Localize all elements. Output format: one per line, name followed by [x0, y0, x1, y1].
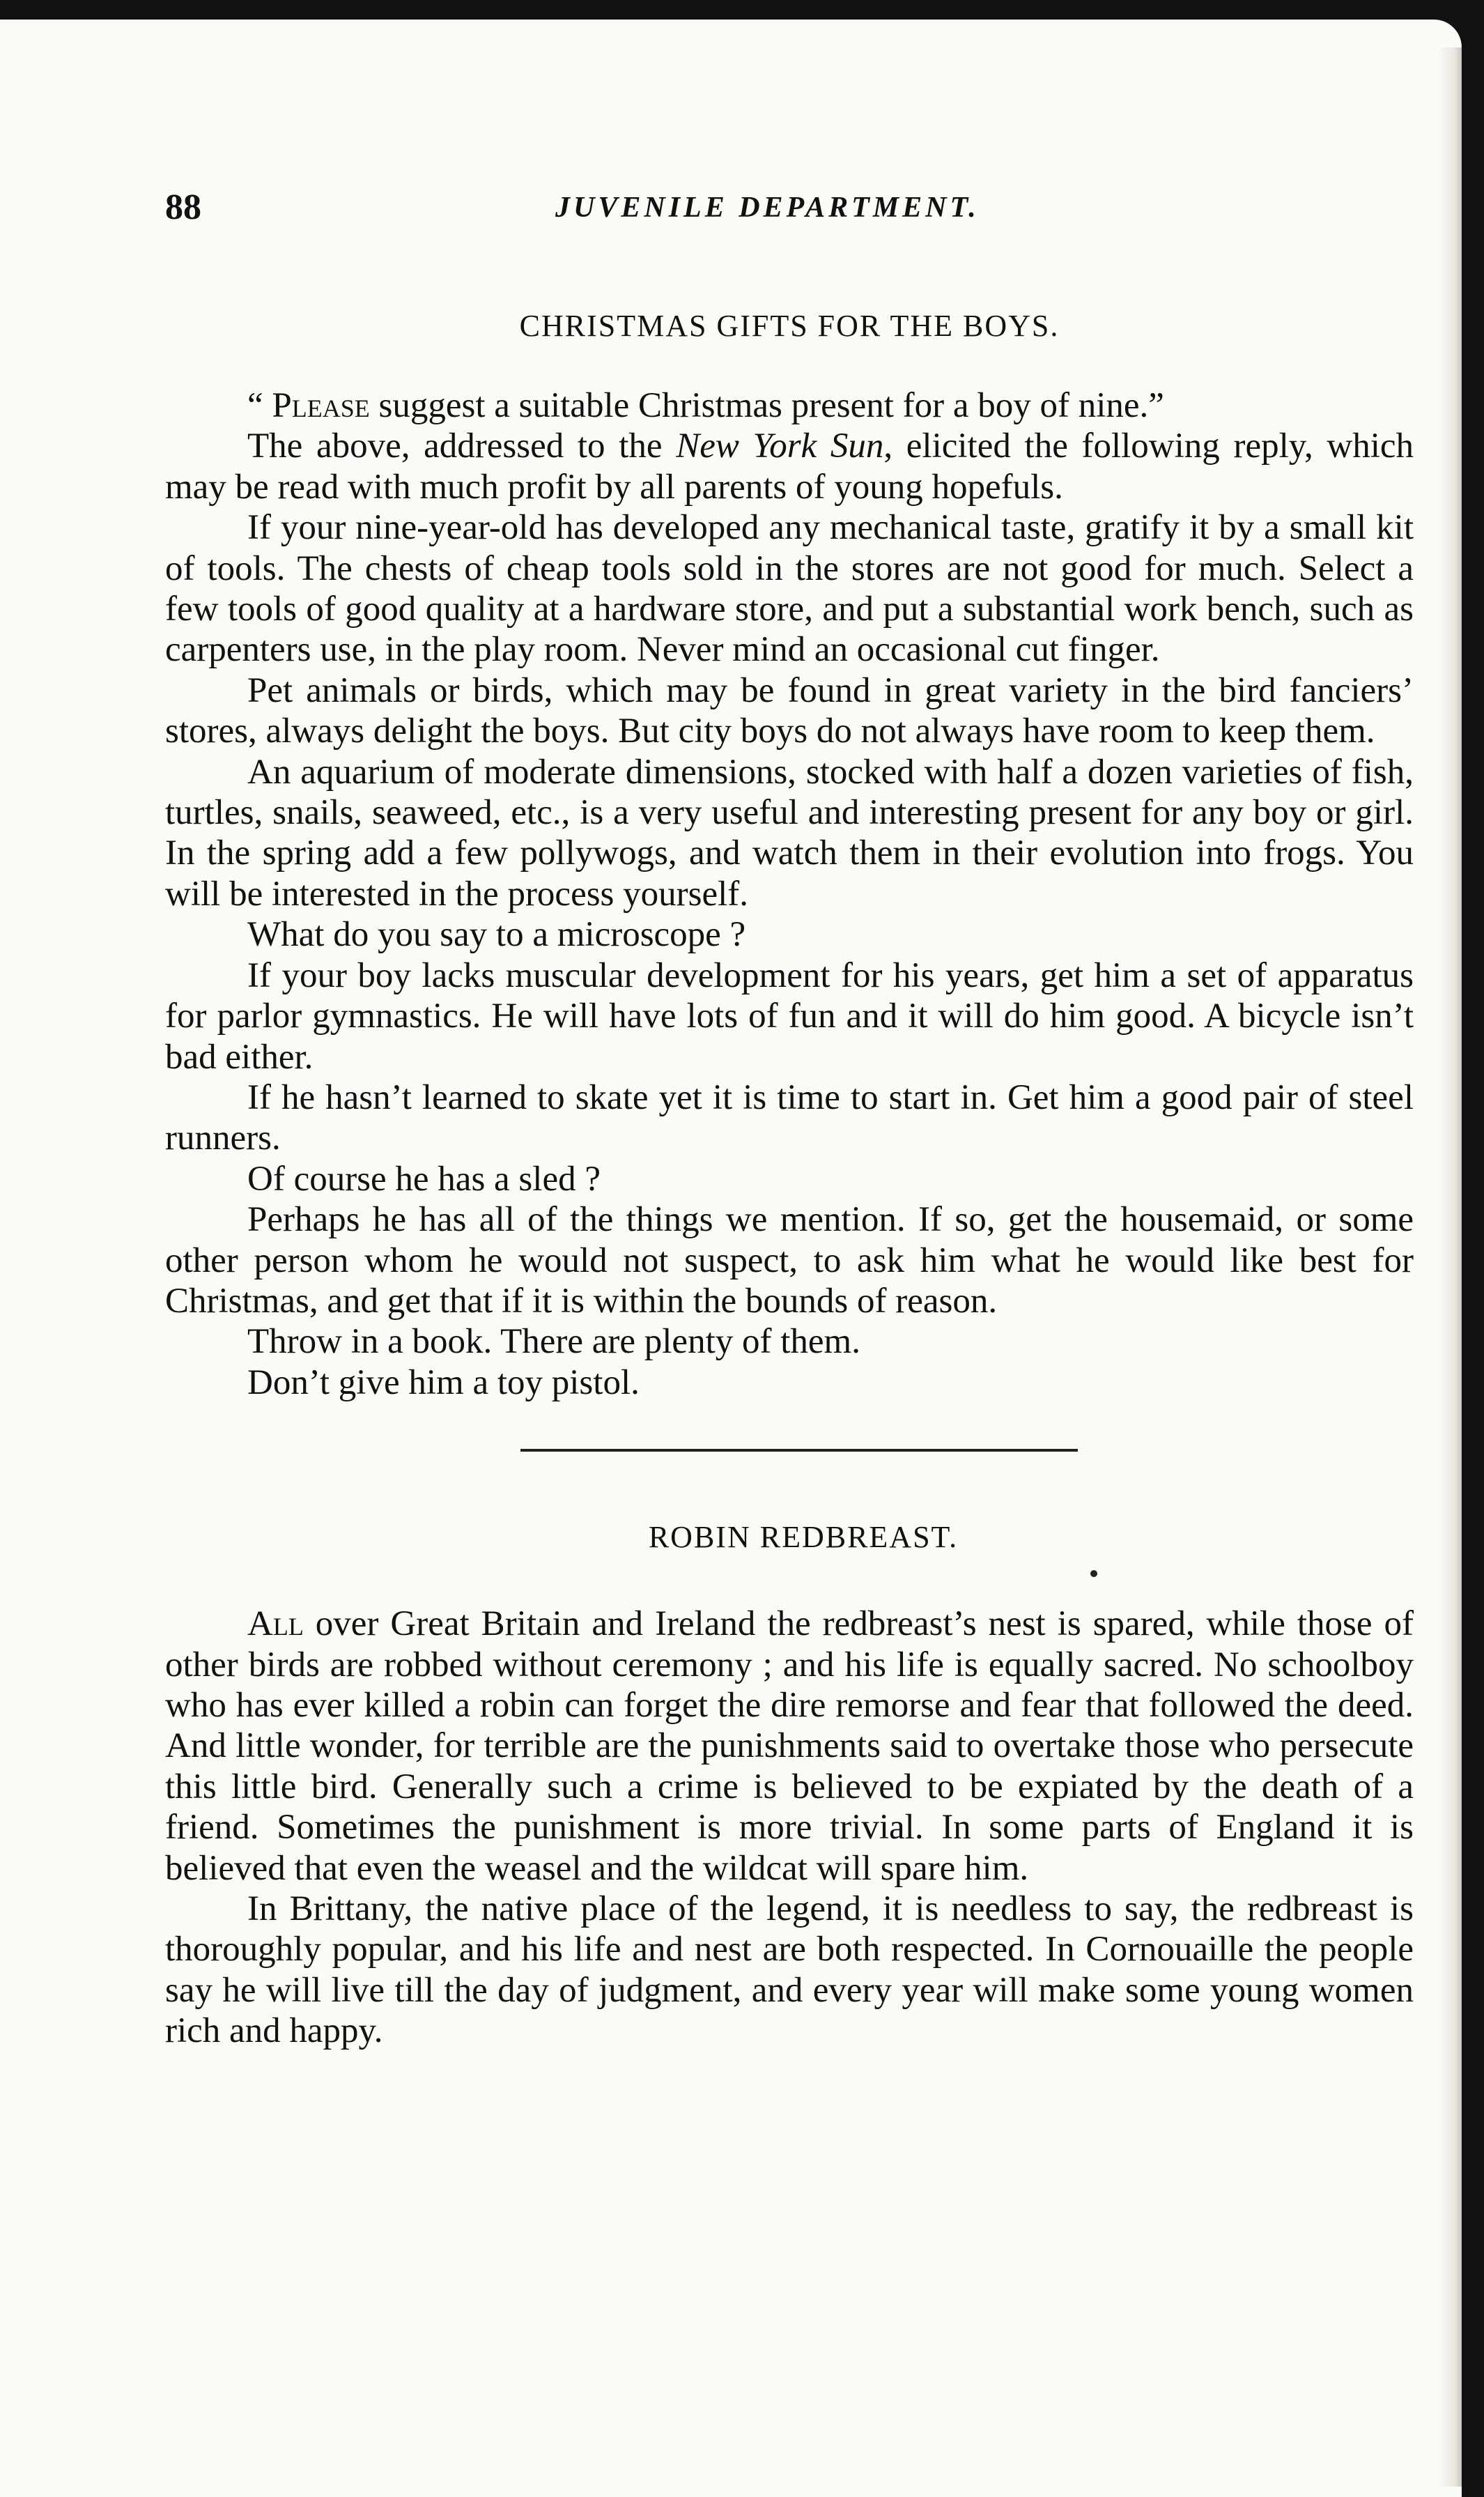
article-title-christmas-gifts: CHRISTMAS GIFTS FOR THE BOYS. — [519, 309, 1060, 343]
horizontal-rule — [520, 1449, 1078, 1452]
paragraph: If he hasn’t learned to skate yet it is time to start in. Get him a good pair of steel runners. — [165, 1077, 1414, 1158]
paragraph — [165, 385, 1414, 426]
paragraph: If your boy lacks muscular development for his years, get him a set of apparatus for parlor gymnastics. He will have lots of fun and it will do him good. A bicycle isn’t bad either. — [165, 955, 1414, 1077]
paragraph: What do you say to a microscope ? — [247, 915, 746, 955]
paragraph: An aquarium of moderate dimensions, stocked with half a dozen varieties of fish, turtles, snails, seaweed, etc., is a very useful and interesting present for any boy or girl. In the spring add a few pollywogs, and watch them in their evolution into frogs. You will be interested in the process yourself. — [165, 752, 1414, 914]
paragraph: In Brittany, the native place of the legend, it is needless to say, the redbreast is thoroughly popular, and his life and nest are both respected. In Cornouaille the people say he will live till the day of judgment, and every year will make some young women rich and happy. — [165, 1889, 1414, 2051]
page-header — [165, 187, 1378, 236]
paragraph: Of course he has a sled ? — [247, 1159, 601, 1199]
paragraph-text: , elicited the following reply, which may be read with much profit by all parents of young hopefuls. — [165, 427, 1414, 507]
paragraph: If your nine-year-old has developed any mechanical taste, gratify it by a small kit of tools. The chests of cheap tools sold in the stores are not good for much. Select a few tools of good quality at a hardware store, and put a substantial work bench, such as carpenters use, in the play room. Never mind an occasional cut finger. — [165, 508, 1414, 670]
newspaper-name: New York Sun — [676, 427, 884, 466]
section-divider — [165, 1403, 1414, 1513]
paragraph — [165, 1604, 1414, 1889]
paragraph: Don’t give him a toy pistol. — [247, 1362, 640, 1402]
paragraph: Throw in a book. There are plenty of them. — [247, 1322, 860, 1362]
paragraph — [165, 426, 1414, 507]
paragraph-lead: “ Please — [247, 386, 370, 425]
running-head: JUVENILE DEPARTMENT. — [555, 192, 980, 224]
paragraph-text: over Great Britain and Ireland the redbreast’s nest is spared, while those of other birds are robbed without ceremony ; and his life is equally sacred. No schoolboy who has ever killed a robin can forget the dire remorse and fear that followed the deed. And little wonder, for terrible are the punishments said to overtake those who persecute this little bird. Generally such a crime is believed to be expiated by the death of a friend. Sometimes the punishment is more trivial. In some parts of England it is believed that even the weasel and the wildcat will spare him. — [165, 1604, 1414, 1888]
page-content — [165, 302, 1414, 2052]
paragraph: Perhaps he has all of the things we mention. If so, get the housemaid, or some other person whom he would not suspect, to ask him what he would like best for Christmas, and get that if it is within the bounds of reason. — [165, 1200, 1414, 1321]
paragraph-text: suggest a suitable Christmas present for a boy of nine.” — [369, 386, 1164, 425]
article-title-robin-redbreast: ROBIN REDBREAST. — [648, 1520, 959, 1555]
paragraph: Pet animals or birds, which may be found in great variety in the bird fanciers’ stores, always delight the boys. But city boys do not always have room to keep them. — [165, 670, 1414, 751]
page-edge-shadow — [1438, 47, 1462, 2487]
ink-speck — [1090, 1570, 1097, 1577]
book-page — [0, 20, 1462, 2497]
page-number: 88 — [165, 187, 201, 227]
paragraph-lead: All — [247, 1604, 304, 1644]
paragraph-text: The above, addressed to the — [247, 427, 677, 466]
